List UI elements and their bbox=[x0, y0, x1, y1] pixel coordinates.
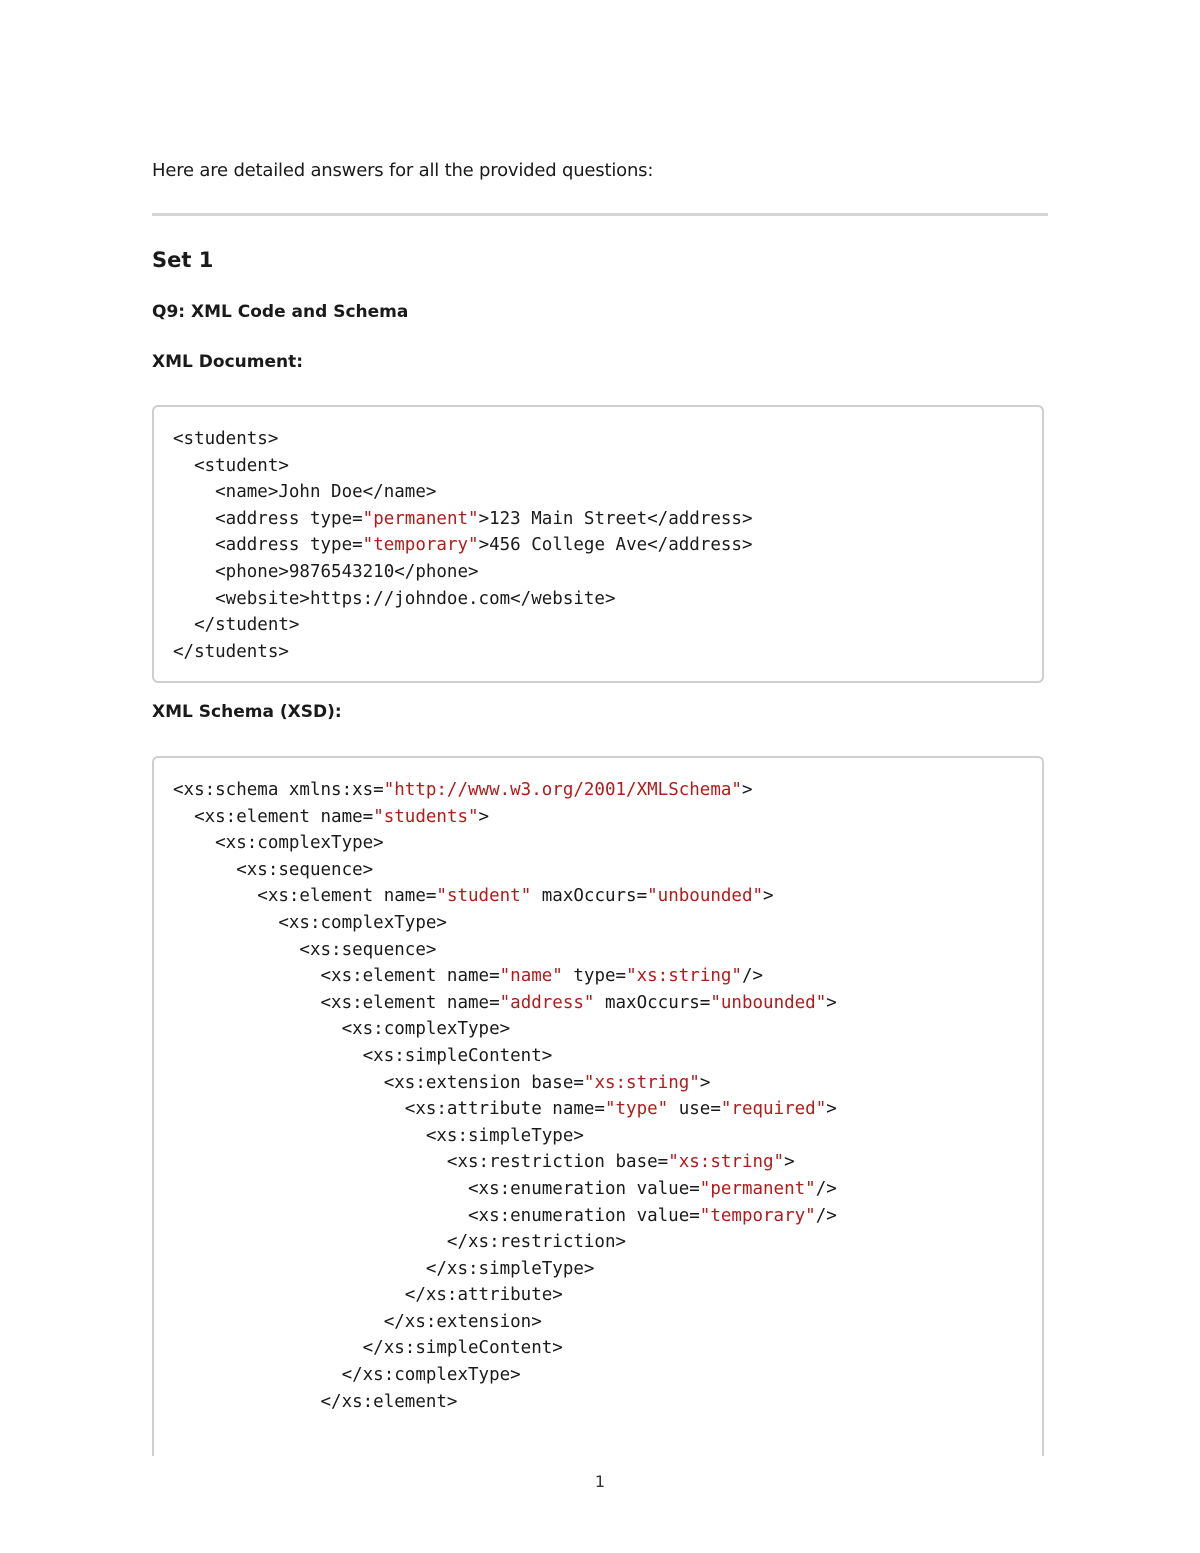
code-token: <xs:schema xmlns:xs= bbox=[173, 780, 384, 800]
code-line bbox=[173, 559, 1042, 586]
code-token: /> bbox=[815, 1178, 837, 1199]
code-line bbox=[173, 479, 1042, 506]
code-token: <xs:simpleType> bbox=[173, 1125, 584, 1146]
xml-code bbox=[154, 407, 1042, 665]
code-line bbox=[173, 532, 1042, 559]
code-token: <website>https://johndoe.com</website> bbox=[173, 588, 616, 609]
code-line bbox=[173, 1203, 1042, 1230]
question-heading: Q9: XML Code and Schema bbox=[152, 302, 409, 322]
code-token: > bbox=[826, 1099, 837, 1120]
code-token: <xs:sequence> bbox=[173, 859, 374, 880]
code-token: <xs:element name= bbox=[173, 966, 500, 987]
code-string-token: "type" bbox=[604, 1099, 669, 1120]
code-line bbox=[173, 1176, 1042, 1203]
code-token: <xs:element name= bbox=[173, 886, 437, 907]
code-string-token: "unbounded" bbox=[647, 886, 764, 907]
code-token: <xs:complexType> bbox=[173, 833, 384, 854]
code-token: > bbox=[763, 886, 774, 907]
code-token: </xs:restriction> bbox=[173, 1232, 627, 1253]
code-token: </student> bbox=[173, 615, 300, 636]
code-token: </xs:simpleType> bbox=[173, 1258, 595, 1279]
xml-code-block bbox=[152, 405, 1044, 683]
code-token: </xs:extension> bbox=[173, 1311, 542, 1332]
code-token: <student> bbox=[173, 455, 289, 476]
intro-paragraph: Here are detailed answers for all the provided questions: bbox=[152, 160, 654, 181]
code-token: <address type= bbox=[173, 535, 363, 556]
code-string-token: "temporary" bbox=[699, 1205, 816, 1226]
code-line bbox=[173, 1123, 1042, 1150]
code-line bbox=[173, 1070, 1042, 1097]
xml-document-label: XML Document: bbox=[152, 352, 304, 372]
code-token: <xs:complexType> bbox=[173, 1019, 511, 1040]
code-token: </xs:element> bbox=[173, 1391, 458, 1412]
code-token: <xs:element name= bbox=[173, 806, 374, 827]
xsd-label: XML Schema (XSD): bbox=[152, 702, 342, 722]
section-heading: Set 1 bbox=[152, 248, 214, 272]
code-token: <xs:sequence> bbox=[173, 939, 437, 960]
code-line bbox=[173, 586, 1042, 613]
code-line bbox=[173, 426, 1042, 453]
code-line bbox=[173, 506, 1042, 533]
code-token: > bbox=[478, 806, 490, 827]
code-token: <xs:extension base= bbox=[173, 1072, 584, 1093]
code-token: maxOccurs= bbox=[531, 886, 648, 907]
code-string-token: "permanent" bbox=[362, 508, 479, 529]
xsd-code-block bbox=[152, 756, 1044, 1456]
code-line bbox=[173, 1389, 1042, 1416]
code-line bbox=[173, 453, 1042, 480]
code-line bbox=[173, 883, 1042, 910]
code-token: </students> bbox=[173, 641, 289, 662]
code-token: > bbox=[784, 1152, 795, 1173]
code-string-token: "required" bbox=[720, 1099, 827, 1120]
code-string-token: "http://www.w3.org/2001/XMLSchema" bbox=[383, 780, 742, 800]
code-line bbox=[173, 1096, 1042, 1123]
code-token: <xs:enumeration value= bbox=[173, 1205, 700, 1226]
code-line bbox=[173, 804, 1042, 831]
code-string-token: "students" bbox=[373, 806, 479, 827]
code-token: </xs:complexType> bbox=[173, 1365, 521, 1386]
code-line bbox=[173, 1282, 1042, 1309]
code-line bbox=[173, 639, 1042, 666]
code-string-token: "permanent" bbox=[699, 1178, 816, 1199]
code-token: </xs:attribute> bbox=[173, 1285, 563, 1306]
code-line bbox=[173, 1256, 1042, 1283]
code-string-token: "address" bbox=[499, 992, 595, 1013]
page-number: 1 bbox=[594, 1472, 606, 1491]
code-line bbox=[173, 1229, 1042, 1256]
code-token: > bbox=[826, 992, 837, 1013]
code-token: > bbox=[741, 780, 753, 800]
xsd-code bbox=[154, 758, 1042, 1415]
code-string-token: "xs:string" bbox=[626, 966, 742, 987]
code-line bbox=[173, 1309, 1042, 1336]
code-token: <xs:restriction base= bbox=[173, 1152, 669, 1173]
code-line bbox=[173, 990, 1042, 1017]
code-line bbox=[173, 937, 1042, 964]
code-string-token: "student" bbox=[436, 886, 532, 907]
code-line bbox=[173, 1149, 1042, 1176]
code-token: <xs:enumeration value= bbox=[173, 1178, 700, 1199]
code-token: <address type= bbox=[173, 508, 363, 529]
code-line bbox=[173, 1335, 1042, 1362]
code-token: <xs:simpleContent> bbox=[173, 1045, 553, 1066]
code-line bbox=[173, 1362, 1042, 1389]
code-token: <xs:complexType> bbox=[173, 912, 447, 933]
code-line bbox=[173, 963, 1042, 990]
code-string-token: "unbounded" bbox=[710, 992, 827, 1013]
code-token: <students> bbox=[173, 429, 279, 449]
code-line bbox=[173, 830, 1042, 857]
code-token: <phone>9876543210</phone> bbox=[173, 561, 479, 582]
code-string-token: "temporary" bbox=[362, 535, 479, 556]
code-line bbox=[173, 1016, 1042, 1043]
code-line bbox=[173, 857, 1042, 884]
code-token: >123 Main Street</address> bbox=[478, 508, 753, 529]
code-string-token: "xs:string" bbox=[668, 1152, 785, 1173]
code-token: >456 College Ave</address> bbox=[478, 535, 753, 556]
code-token: > bbox=[699, 1072, 711, 1093]
code-token: maxOccurs= bbox=[594, 992, 711, 1013]
code-token: use= bbox=[668, 1099, 721, 1120]
code-line bbox=[173, 910, 1042, 937]
code-token: type= bbox=[562, 966, 627, 987]
code-line bbox=[173, 1043, 1042, 1070]
code-token: <xs:element name= bbox=[173, 992, 500, 1013]
code-token: /> bbox=[741, 966, 764, 987]
code-token: <xs:attribute name= bbox=[173, 1099, 605, 1120]
code-line bbox=[173, 612, 1042, 639]
code-string-token: "name" bbox=[499, 966, 563, 987]
code-token: </xs:simpleContent> bbox=[173, 1338, 563, 1359]
code-token: /> bbox=[815, 1205, 837, 1226]
code-token: <name>John Doe</name> bbox=[173, 482, 437, 503]
code-line bbox=[173, 777, 1042, 804]
horizontal-divider bbox=[152, 213, 1048, 216]
code-string-token: "xs:string" bbox=[583, 1072, 700, 1093]
